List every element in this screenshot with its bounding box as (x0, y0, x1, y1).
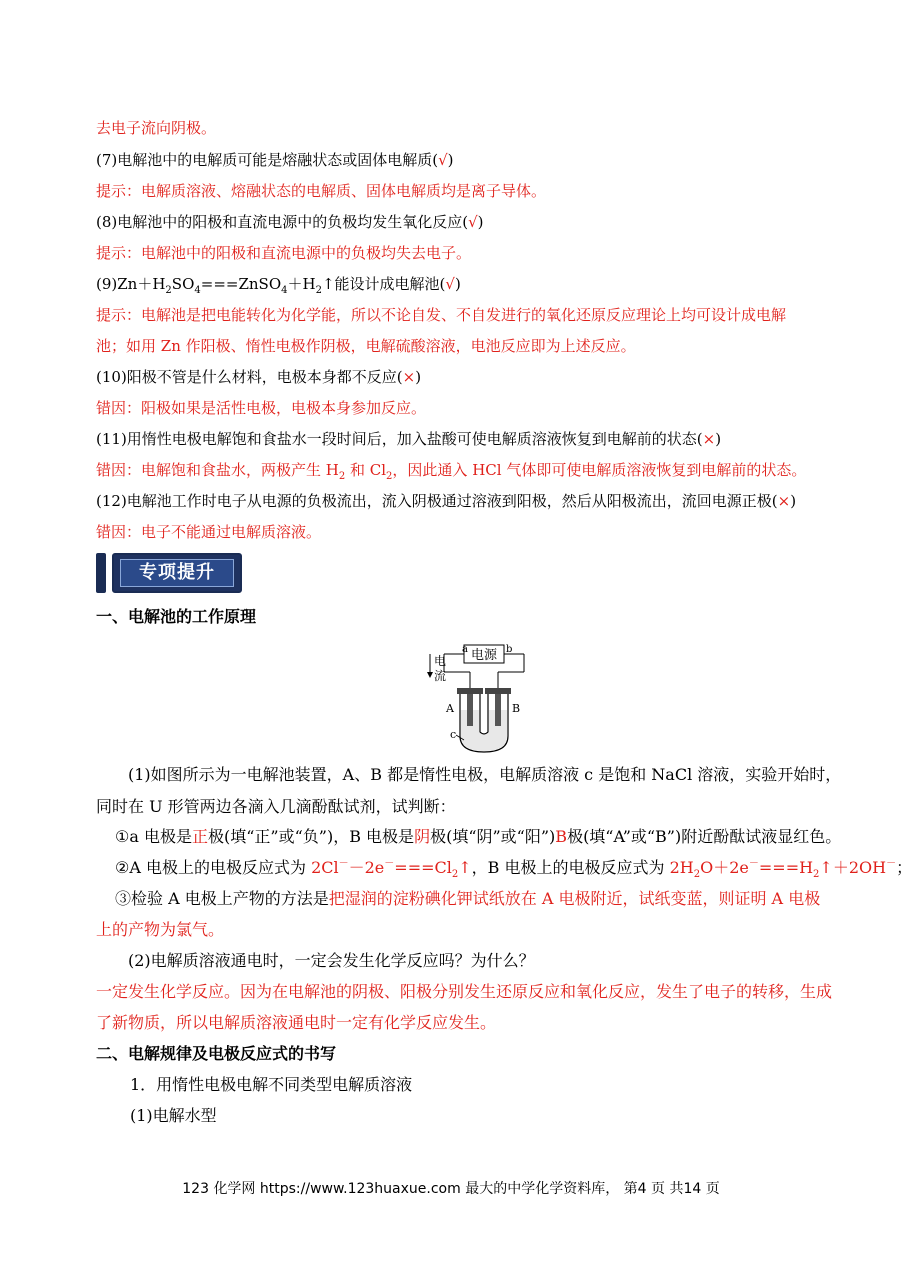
section-heading-2: 二、电解规律及电极反应式的书写 (96, 1044, 337, 1063)
statement-8: (8)电解池中的阳极和直流电源中的负极均发生氧化反应(√) (96, 213, 484, 231)
hint-9b: 池；如用 Zn 作阳极、惰性电极作阴极，电解硫酸溶液，电池反应即为上述反应。 (96, 337, 636, 355)
banner-bar (96, 553, 106, 593)
line-cont: 去电子流向阴极。 (96, 119, 217, 137)
statement-10: (10)阳极不管是什么材料，电极本身都不反应(×) (96, 368, 422, 386)
stopper-right (485, 688, 511, 694)
q1-intro-2: 同时在 U 形管两边各滴入几滴酚酞试剂，试判断： (96, 797, 456, 816)
statement-12: (12)电解池工作时电子从电源的负极流出，流入阴极通过溶液到阳极，然后从阳极流出，流回电源正极(×) (96, 492, 797, 510)
label-b-top: b (506, 644, 513, 655)
label-B: B (512, 702, 521, 715)
error-12: 错因：电子不能通过电解质溶液。 (96, 523, 322, 541)
label-a-top: a (462, 644, 468, 655)
hint-7: 提示：电解质溶液、熔融状态的电解质、固体电解质均是离子导体。 (96, 182, 547, 200)
q2-question: (2)电解质溶液通电时，一定会发生化学反应吗？为什么？ (128, 951, 535, 970)
label-current-2: 流 (434, 669, 447, 683)
q1-sub-3: ③检验 A 电极上产物的方法是把湿润的淀粉碘化钾试纸放在 A 电极附近，试纸变蓝，则证明 A 电极 (115, 889, 821, 908)
power-label: 电源 (470, 648, 498, 663)
q2-answer-2: 了新物质，所以电解质溶液通电时一定有化学反应发生。 (96, 1013, 497, 1032)
banner-box (112, 553, 242, 593)
stopper-left (457, 688, 483, 694)
item-1: 1．用惰性电极电解不同类型电解质溶液 (130, 1075, 413, 1094)
q2-answer-1: 一定发生化学反应。因为在电解池的阴极、阳极分别发生还原反应和氧化反应，发生了电子的转移，生成 (96, 982, 833, 1001)
q1-sub-1: ①a 电极是正极(填“正”或“负”)，B 电极是阴极(填“阴”或“阳”)B极(填“A”或“B”)附近酚酞试液显红色。 (115, 827, 842, 846)
hint-8: 提示：电解池中的阳极和直流电源中的负极均失去电子。 (96, 244, 472, 262)
q1-intro-1: (1)如图所示为一电解池装置，A、B 都是惰性电极，电解质溶液 c 是饱和 NaCl 溶液，实验开始时， (128, 765, 842, 784)
q1-sub-2: ②A 电极上的电极反应式为 $2Cl^--2e^-===Cl_2↑$，B 电极上的电极反应式为 $2H_2O+2e^-===H_2↑+2OH^-$； (115, 858, 912, 881)
label-c: c (450, 728, 457, 741)
page-footer: 123 化学网 https://www.123huaxue.com 最大的中学化学资料库， 第4 页 共14 页 (182, 1181, 720, 1197)
hint-9a: 提示：电解池是把电能转化为化学能，所以不论自发、不自发进行的氧化还原反应理论上均可设计成电解 (96, 306, 787, 324)
q1-sub-3-cont: 上的产物为氯气。 (96, 920, 225, 939)
banner-title: 专项提升 (120, 559, 234, 587)
statement-11: (11)用惰性电极电解饱和食盐水一段时间后，加入盐酸可使电解质溶液恢复到电解前的状态(×) (96, 430, 722, 448)
statement-9: $(9)Zn+H_2SO_4===ZnSO_4+H_2↑$能设计成电解池(√) (96, 275, 461, 296)
electrode-A (467, 694, 473, 726)
electrode-B (495, 694, 501, 726)
error-11: 错因：电解饱和食盐水，两极产生 $H_2$ 和 $Cl_2$，因此通入 HCl 气体即可使电解质溶液恢复到电解前的状态。 (96, 461, 807, 482)
item-1-1: (1)电解水型 (130, 1106, 217, 1125)
section-banner (96, 551, 241, 595)
statement-7: (7)电解池中的电解质可能是熔融状态或固体电解质(√) (96, 151, 454, 169)
electrolysis-diagram (424, 640, 534, 756)
label-A: A (446, 702, 454, 715)
label-current-1: 电 (434, 654, 447, 668)
section-heading-1: 一、电解池的工作原理 (96, 607, 257, 626)
u-tube-inner (480, 692, 488, 734)
error-10: 错因：阳极如果是活性电极，电极本身参加反应。 (96, 399, 427, 417)
